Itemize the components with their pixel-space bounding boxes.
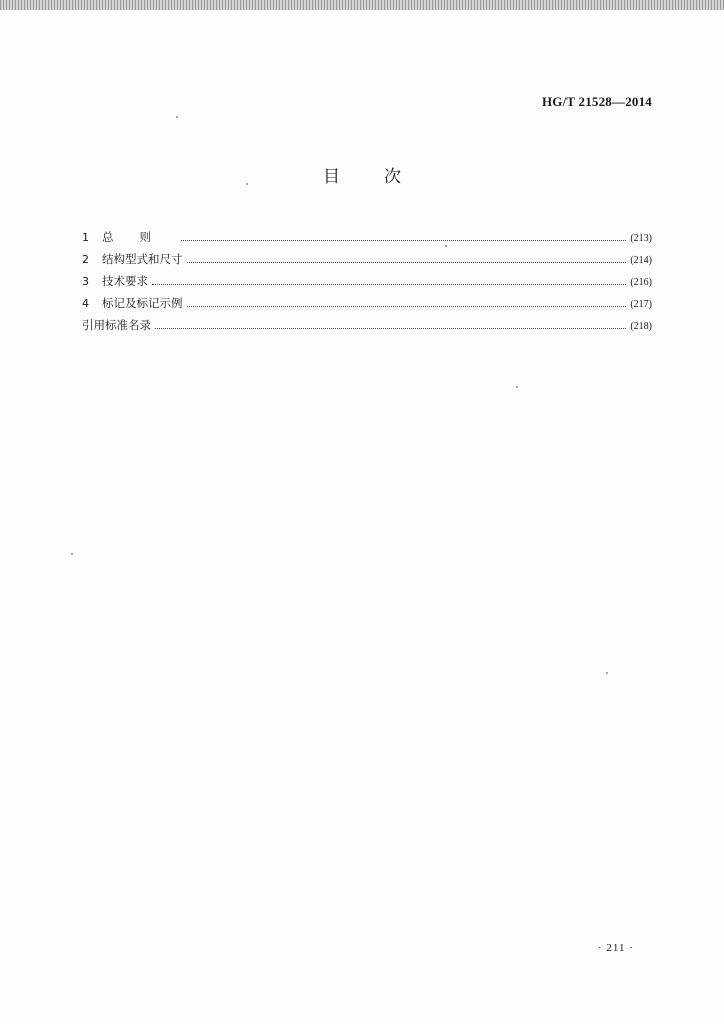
toc-entry-label: 结构型式和尺寸 — [102, 252, 183, 266]
toc-dot-leader — [187, 262, 627, 263]
toc-entry-number: 1 — [82, 231, 89, 244]
toc-entry[interactable] — [82, 295, 652, 317]
toc-entry-page: (217) — [630, 299, 652, 310]
toc-entry[interactable] — [82, 251, 652, 273]
toc-entry-page: (214) — [630, 255, 652, 266]
scan-speck — [445, 245, 447, 247]
scan-speck — [176, 116, 178, 118]
toc-dot-leader — [181, 240, 626, 241]
scan-speck — [246, 183, 248, 185]
toc-entry-label: 标记及标记示例 — [102, 296, 183, 310]
scan-edge-band — [0, 0, 724, 10]
standard-code: HG/T 21528—2014 — [541, 94, 652, 109]
toc-entry-page: (216) — [630, 277, 652, 288]
toc-dot-leader — [187, 306, 627, 307]
toc-list — [82, 229, 652, 339]
toc-entry-number: 2 — [82, 253, 89, 266]
toc-title: 目次 — [323, 167, 445, 187]
scan-speck — [606, 672, 608, 674]
toc-entry-label: 引用标准名录 — [82, 318, 151, 332]
toc-dot-leader — [155, 328, 626, 329]
toc-entry[interactable] — [82, 317, 652, 339]
toc-dot-leader — [152, 284, 626, 285]
toc-entry-number: 4 — [82, 297, 89, 310]
toc-entry-number: 3 — [82, 275, 89, 288]
toc-entry-page: (213) — [630, 233, 652, 244]
toc-entry-label: 总则 — [102, 230, 177, 244]
scan-speck — [71, 553, 73, 555]
toc-entry-label: 技术要求 — [102, 274, 148, 288]
page-number: · 211 · — [598, 942, 634, 954]
toc-entry[interactable] — [82, 229, 652, 251]
toc-entry-page: (218) — [630, 321, 652, 332]
scan-speck — [516, 386, 518, 388]
toc-entry[interactable] — [82, 273, 652, 295]
